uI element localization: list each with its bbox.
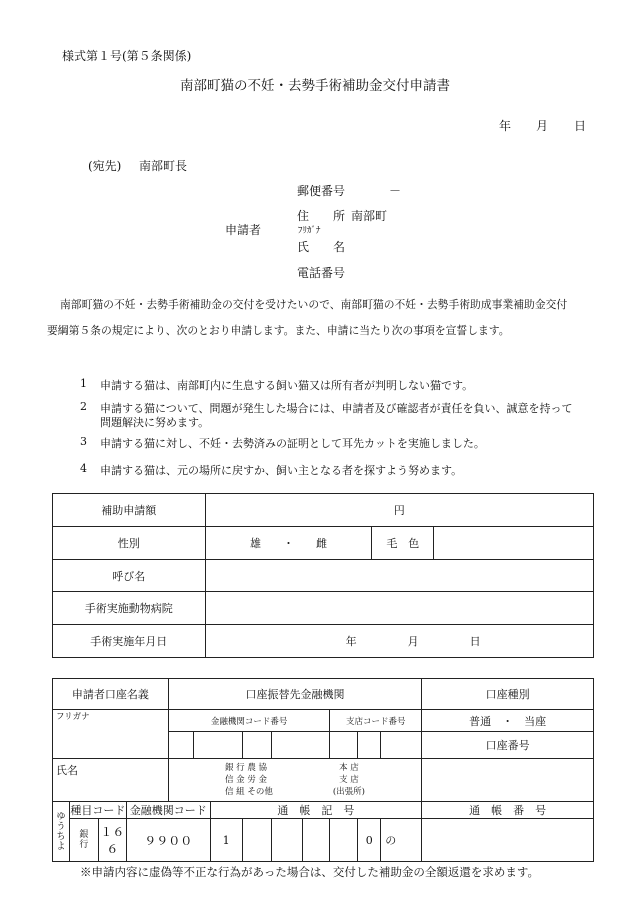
- bank-type-field[interactable]: [168, 759, 421, 802]
- date-day: 日: [574, 119, 587, 133]
- amount-unit: 円: [393, 504, 405, 517]
- page-title: 南部町猫の不妊・去勢手術補助金交付申請書: [180, 78, 450, 94]
- applicant-label: 申請者: [225, 223, 262, 237]
- bank-code-digit-3[interactable]: [242, 732, 271, 759]
- yucho-bank-label: 銀 行: [69, 819, 98, 862]
- mark-digit-6: 0: [358, 819, 381, 862]
- address-label: 住 所: [297, 209, 346, 223]
- sex-label: 性別: [53, 527, 206, 560]
- passbook-number-field[interactable]: [422, 819, 594, 862]
- addressee-label: (宛先): [88, 159, 122, 173]
- branch-type-1: 本 店: [339, 763, 359, 773]
- account-number-field[interactable]: [422, 759, 594, 802]
- bank-type-3: 信 組 その他: [224, 787, 273, 797]
- fin-code-value: ９９００: [126, 819, 210, 862]
- kind-code-value: １６６: [98, 819, 126, 862]
- branch-code-digit-2[interactable]: [358, 732, 381, 759]
- form-number: 様式第１号(第５条関係): [62, 49, 192, 63]
- yucho-label: ゆ う ち よ: [53, 802, 70, 862]
- callname-field[interactable]: [205, 560, 593, 592]
- bank-type-2: 信 金 労 金: [224, 775, 268, 785]
- mark-digit-3[interactable]: [271, 819, 303, 862]
- branch-code-label: 支店コード番号: [330, 710, 422, 732]
- footer-note: ※申請内容に虚偽等不正な行為があった場合は、交付した補助金の全額返還を求めます。: [80, 865, 539, 879]
- pledge-2-text-cont: 問題解決に努めます。: [100, 416, 210, 429]
- pledge-2-num: 2: [80, 400, 87, 413]
- date-year: 年: [499, 119, 512, 133]
- kind-code-label: 種目コード: [69, 802, 126, 819]
- pledge-4-text: 申請する猫は、元の場所に戻すか、飼い主となる者を探すよう努めます。: [100, 464, 463, 477]
- fin-code-label: 金融機関コード: [126, 802, 210, 819]
- account-type-label: 口座種別: [422, 679, 594, 710]
- coat-field[interactable]: [434, 527, 594, 560]
- surgery-month: 月: [407, 635, 419, 648]
- postal-label: 郵便番号: [297, 184, 346, 198]
- mark-digit-5[interactable]: [330, 819, 358, 862]
- intro-line-2: 要綱第５条の規定により、次のとおり申請します。また、申請に当たり次の事項を宣誓します。: [47, 324, 510, 337]
- name-label: 氏 名: [297, 240, 346, 254]
- cat-info-table: [52, 493, 594, 658]
- surgery-year: 年: [345, 635, 357, 648]
- pledge-1-num: 1: [80, 377, 87, 390]
- bank-label: 口座振替先金融機関: [168, 679, 421, 710]
- amount-label: 補助申請額: [53, 494, 206, 527]
- surgery-date-label: 手術実施年月日: [53, 625, 206, 658]
- account-type-field[interactable]: 普通 ・ 当座: [422, 710, 594, 732]
- hospital-label: 手術実施動物病院: [53, 592, 206, 625]
- passbook-number-label: 通 帳 番 号: [422, 802, 594, 819]
- furigana-label: ﾌﾘｶﾞﾅ: [298, 226, 321, 236]
- pledge-1-text: 申請する猫は、南部町内に生息する飼い猫又は所有者が判明しない猫です。: [100, 379, 474, 392]
- bank-code-digit-4[interactable]: [271, 732, 330, 759]
- phone-label: 電話番号: [297, 266, 346, 280]
- sex-field[interactable]: 雄 ・ 雌: [205, 527, 372, 560]
- bank-code-digit-1[interactable]: [168, 732, 193, 759]
- mark-digit-2[interactable]: [242, 819, 271, 862]
- intro-line-1: 南部町猫の不妊・去勢手術補助金の交付を受けたいので、南部町猫の不妊・去勢手術助成事業補助金交付: [60, 298, 568, 311]
- pledge-3-text: 申請する猫に対し、不妊・去勢済みの証明として耳先カットを実施しました。: [100, 437, 485, 450]
- name-label: 氏名: [56, 764, 78, 777]
- bank-code-label: 金融機関コード番号: [168, 710, 330, 732]
- name-field[interactable]: [53, 759, 169, 802]
- branch-type-2: 支 店: [339, 775, 359, 785]
- mark-digit-4[interactable]: [303, 819, 330, 862]
- bank-type-1: 銀 行 農 協: [224, 763, 268, 773]
- hospital-field[interactable]: [205, 592, 593, 625]
- furigana-field[interactable]: [53, 710, 169, 759]
- account-name-label: 申請者口座名義: [53, 679, 169, 710]
- mark-no: の: [381, 819, 422, 862]
- furigana-label: フリガナ: [56, 712, 90, 722]
- surgery-date-field[interactable]: [205, 625, 593, 658]
- branch-code-digit-1[interactable]: [330, 732, 358, 759]
- pledge-2-text: 申請する猫について、問題が発生した場合には、申請者及び確認者が責任を負い、誠意を持って: [100, 402, 573, 415]
- account-number-label: 口座番号: [422, 732, 594, 759]
- branch-type-3: (出張所): [332, 787, 365, 797]
- pledge-3-num: 3: [80, 435, 87, 448]
- coat-label: 毛 色: [372, 527, 434, 560]
- bank-account-table: [52, 678, 594, 862]
- postal-separator: －: [389, 184, 402, 198]
- address-value: 南部町: [351, 209, 388, 223]
- amount-field[interactable]: [205, 494, 593, 527]
- branch-code-digit-3[interactable]: [381, 732, 422, 759]
- date-month: 月: [536, 119, 549, 133]
- passbook-mark-label: 通 帳 記 号: [210, 802, 422, 819]
- addressee-name: 南部町長: [139, 159, 188, 173]
- pledge-4-num: 4: [80, 462, 87, 475]
- mark-digit-1: 1: [210, 819, 242, 862]
- bank-code-digit-2[interactable]: [193, 732, 242, 759]
- surgery-day: 日: [469, 635, 481, 648]
- callname-label: 呼び名: [53, 560, 206, 592]
